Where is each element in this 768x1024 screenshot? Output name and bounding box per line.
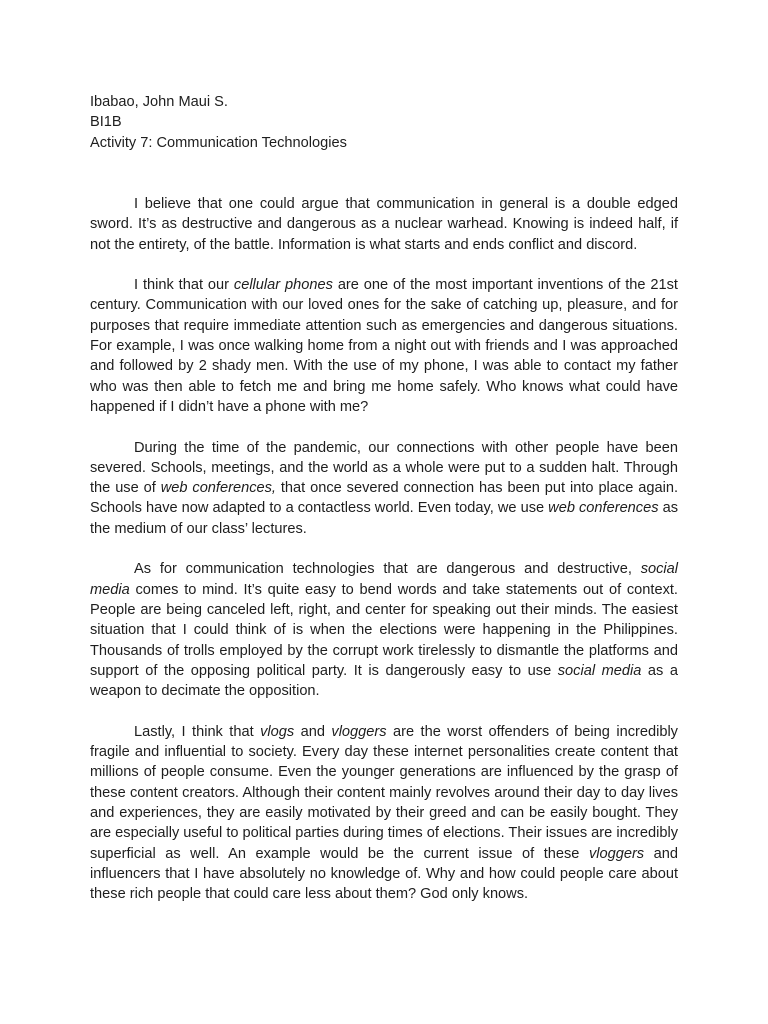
paragraph-text: and influencers that I have absolutely no knowledge of. Why and how could people care about these rich people that could care less about them? God only knows. bbox=[90, 845, 678, 903]
document-header bbox=[90, 92, 690, 153]
emphasized-term: web conferences, bbox=[160, 480, 276, 497]
essay-body bbox=[90, 194, 678, 904]
class-section: BI1B bbox=[90, 114, 122, 131]
emphasized-term: vloggers bbox=[588, 845, 645, 862]
paragraph-text: that once severed connection has been put into place again. Schools have now adapted to a contactless world. Even today, we use bbox=[90, 480, 678, 517]
emphasized-term: web conferences bbox=[548, 500, 659, 517]
emphasized-term: vloggers bbox=[331, 723, 387, 740]
author-name: Ibabao, John Maui S. bbox=[90, 94, 228, 110]
paragraph-text: as a weapon to decimate the opposition. bbox=[90, 662, 678, 700]
emphasized-term: cellular phones bbox=[233, 277, 333, 294]
essay-paragraph bbox=[90, 722, 678, 905]
paragraph-text: as the medium of our class’ lectures. bbox=[90, 500, 678, 537]
essay-paragraph bbox=[90, 438, 678, 539]
paragraph-text: I believe that one could argue that communication in general is a double edged sword. It’s as destructive and dangerous as a nuclear warhead. Knowing is indeed half, if not the entirety, of the battle. Information is what starts and ends conflict and discord. bbox=[90, 196, 678, 253]
paragraph-text: Lastly, I think that bbox=[134, 723, 261, 740]
emphasized-term: social media bbox=[557, 662, 642, 679]
paragraph-text: As for communication technologies that are dangerous and destructive, bbox=[134, 561, 641, 578]
essay-paragraph bbox=[90, 559, 678, 701]
activity-title: Activity 7: Communication Technologies bbox=[90, 134, 347, 151]
emphasized-term: social media bbox=[90, 561, 678, 598]
essay-paragraph bbox=[90, 194, 678, 255]
emphasized-term: vlogs bbox=[260, 723, 295, 740]
paragraph-text: During the time of the pandemic, our connections with other people have been severed. Schools, meetings, and the world as a whole were put to a sudden halt. Through the use of bbox=[90, 439, 678, 497]
paragraph-text: are the worst offenders of being incredibly fragile and influential to society. Every day these internet personalities create content that millions of people consume. Even the younger generations are influenced by the grasp of these content creators. Although their content mainly revolves around their day to day lives and experiences, they are easily motivated by their greed and can be easily bought. They are especially useful to political parties during times of elections. Their issues are incredibly superficial as well. An example would be the current issue of these bbox=[90, 723, 678, 862]
paragraph-text: I think that our bbox=[134, 277, 234, 294]
paragraph-text: and bbox=[294, 723, 332, 740]
paragraph-text: are one of the most important inventions of the 21st century. Communication with our loved ones for the sake of catching up, pleasure, and for purposes that require immediate attention such as emergencies and dangerous situations. For example, I was once walking home from a night out with friends and I was approached and followed by 2 shady men. With the use of my phone, I was able to contact my father who was then able to fetch me and bring me home safely. Who knows what could have happened if I didn’t have a phone with me? bbox=[90, 277, 678, 415]
paragraph-text: comes to mind. It’s quite easy to bend words and take statements out of context. People are being canceled left, right, and center for speaking out their minds. The easiest situation that I could think of is when the elections were happening in the Philippines. Thousands of trolls employed by the corrupt work tirelessly to dismantle the platforms and support of the opposing political party. It is dangerously easy to use bbox=[90, 581, 678, 679]
essay-paragraph bbox=[90, 275, 678, 417]
